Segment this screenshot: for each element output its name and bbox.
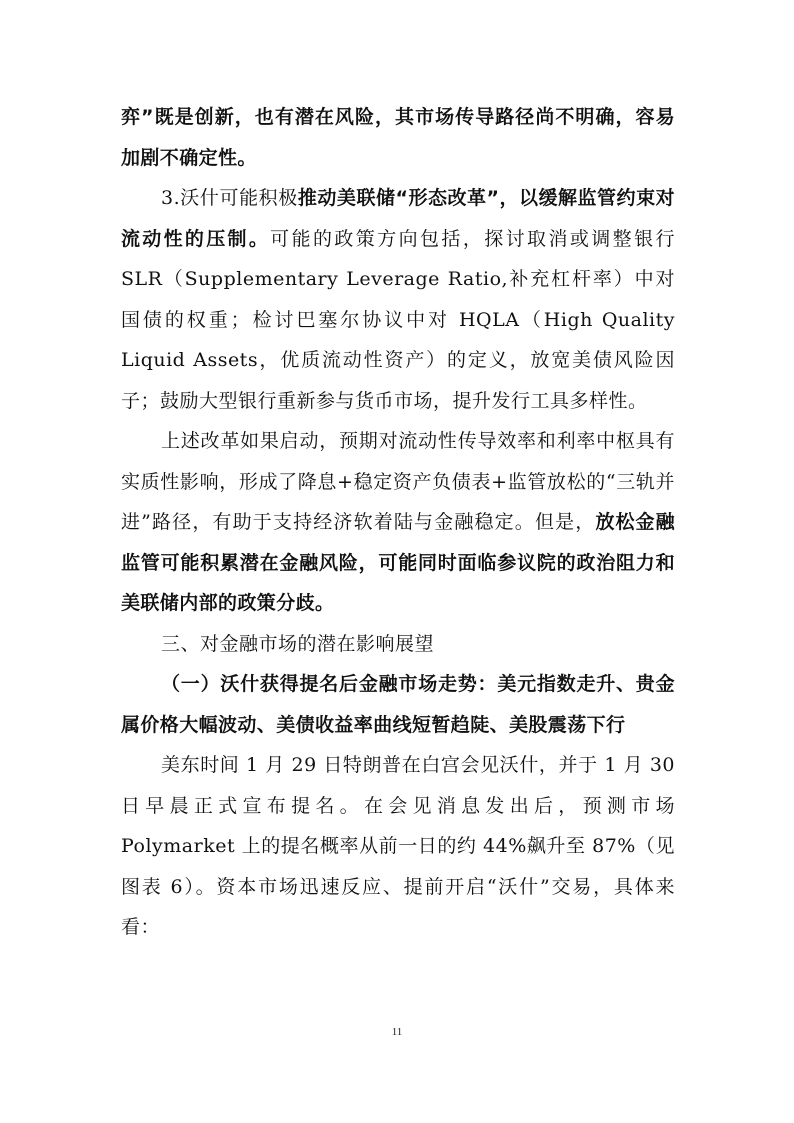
paragraph-reform-rest: 可能的政策方向包括，探讨取消或调整银行 SLR（Supplementary Leverage Ratio,补充杠杆率）中对国债的权重；检讨巴塞尔协议中对 HQLA（High Quality Liquid Assets，优质流动性资产）的定义，放宽美债风险因子；鼓励大型银行重新参与货币市场，提升发行工具多样性。: [121, 227, 675, 412]
paragraph-continuation: [121, 97, 675, 178]
paragraph-impact-text: 上述改革如果启动，预期对流动性传导效率和利率中枢具有实质性影响，形成了降息+稳定资产负债表+监管放松的“三轨并进”路径，有助于支持经济软着陆与金融稳定。但是，: [121, 430, 675, 533]
paragraph-market-text: 美东时间 1 月 29 日特朗普在白宫会见沃什，并于 1 月 30 日早晨正式宣布提名。在会见消息发出后，预测市场 Polymarket 上的提名概率从前一日的约 44%飙升至 87%（见图表 6）。资本市场迅速反应、提前开启“沃什”交易，具体来看：: [121, 754, 675, 938]
paragraph-market: [121, 745, 675, 948]
paragraph-reform-bold: 推动美联储“形态改革”，以缓解监管约束对流动性的压制。: [121, 187, 675, 250]
paragraph-impact: [121, 421, 675, 624]
bold-text-continuation: 弈”既是创新，也有潜在风险，其市场传导路径尚不明确，容易加剧不确定性。: [121, 106, 675, 169]
page-number: 11: [391, 1026, 403, 1038]
paragraph-reform: [121, 178, 675, 421]
section-heading: 三、对金融市场的潜在影响展望: [161, 632, 435, 655]
subsection-heading: （一）沃什获得提名后金融市场走势：美元指数走升、贵金属价格大幅波动、美债收益率曲线短暂趋陡、美股震荡下行: [121, 673, 675, 736]
paragraph-reform-prefix: 3.沃什可能积极: [161, 187, 298, 209]
paragraph-impact-bold: 放松金融监管可能积累潜在金融风险，可能同时面临参议院的政治阻力和美联储内部的政策分歧。: [121, 511, 676, 614]
document-body: [121, 97, 675, 948]
